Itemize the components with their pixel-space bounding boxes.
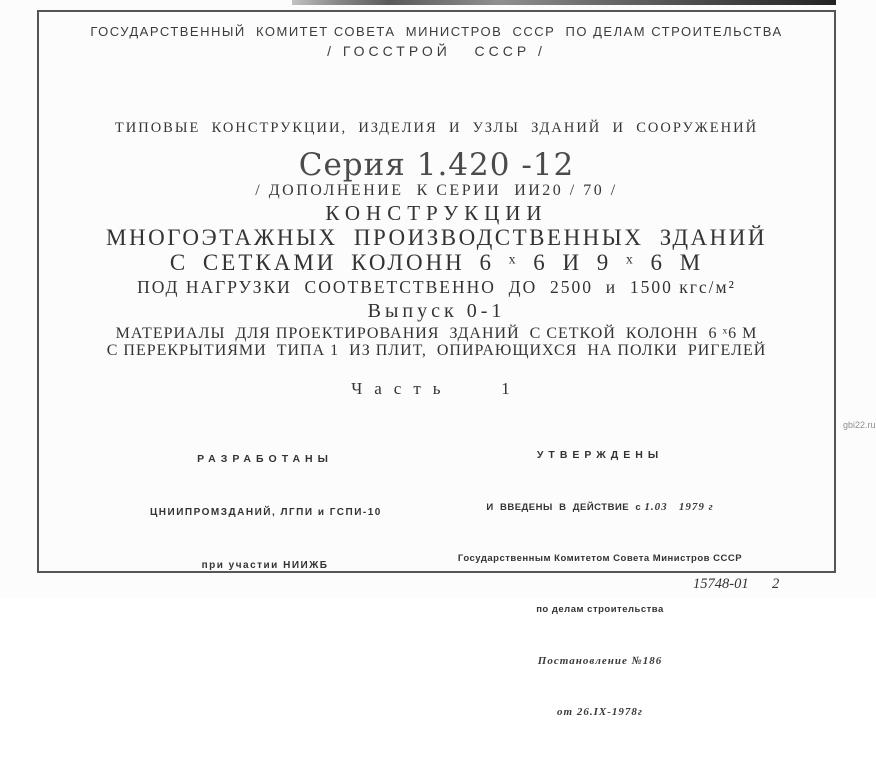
developed-by-block — [150, 417, 380, 613]
document-title-line3: С СЕТКАМИ КОЛОНН 6 ˣ 6 И 9 ˣ 6 М — [169, 250, 704, 275]
resolution-date-handwritten: от 26.IX-1978г — [557, 706, 643, 718]
series-supplement-note: / ДОПОЛНЕНИЕ К СЕРИИ ИИ20 / 70 / — [255, 182, 618, 199]
series-number: Серия 1.420 -12 — [298, 147, 575, 183]
part-number: Часть 1 — [351, 379, 522, 398]
document-title-line1: КОНСТРУКЦИИ — [325, 201, 548, 225]
approved-title: УТВЕРЖДЕНЫ — [536, 449, 664, 461]
approving-committee: Государственным Комитетом Совета Министров СССР — [457, 553, 743, 564]
approved-effective-date-handwritten: 1.03 1979 г — [644, 501, 714, 513]
document-title-line2: МНОГОЭТАЖНЫХ ПРОИЗВОДСТВЕННЫХ ЗДАНИЙ — [106, 225, 767, 250]
developed-by-participation: при участии НИИЖБ — [201, 560, 329, 571]
issue-number: Выпуск 0-1 — [367, 300, 506, 322]
issue-description-line2: С ПЕРЕКРЫТИЯМИ ТИПА 1 ИЗ ПЛИТ, ОПИРАЮЩИХСЯ НА ПОЛКИ РИГЕЛЕЙ — [106, 342, 767, 359]
committee-name: ГОСУДАРСТВЕННЫЙ КОМИТЕТ СОВЕТА МИНИСТРОВ СССР ПО ДЕЛАМ СТРОИТЕЛЬСТВА — [90, 24, 783, 39]
gosstroy-name: / ГОССТРОЙ СССР / — [327, 43, 546, 59]
load-capacity-line: ПОД НАГРУЗКИ СООТВЕТСТВЕННО ДО 2500 и 1500 кгс/м² — [137, 277, 736, 297]
developed-by-organizations: ЦНИИПРОМЗДАНИЙ, ЛГПИ и ГСПИ-10 — [150, 507, 382, 518]
catalog-heading: ТИПОВЫЕ КОНСТРУКЦИИ, ИЗДЕЛИЯ И УЗЛЫ ЗДАНИЙ И СООРУЖЕНИЙ — [114, 120, 759, 136]
document-inventory-number: 15748-01 — [693, 576, 749, 592]
approved-effective-printed: И ВВЕДЕНЫ В ДЕЙСТВИЕ с — [486, 502, 645, 513]
issue-description-line1: МАТЕРИАЛЫ ДЛЯ ПРОЕКТИРОВАНИЯ ЗДАНИЙ С СЕТКОЙ КОЛОНН 6 ˣ6 М — [115, 325, 758, 342]
resolution-number-handwritten: Постановление №186 — [537, 655, 663, 667]
developed-by-title: РАЗРАБОТАНЫ — [197, 453, 333, 465]
approving-committee-dept: по делам строительства — [536, 604, 664, 615]
sheet-number: 2 — [772, 576, 780, 592]
site-watermark: gbi22.ru — [843, 420, 876, 430]
scan-edge-artifact — [292, 0, 836, 5]
approved-effective-date-line — [440, 501, 760, 513]
